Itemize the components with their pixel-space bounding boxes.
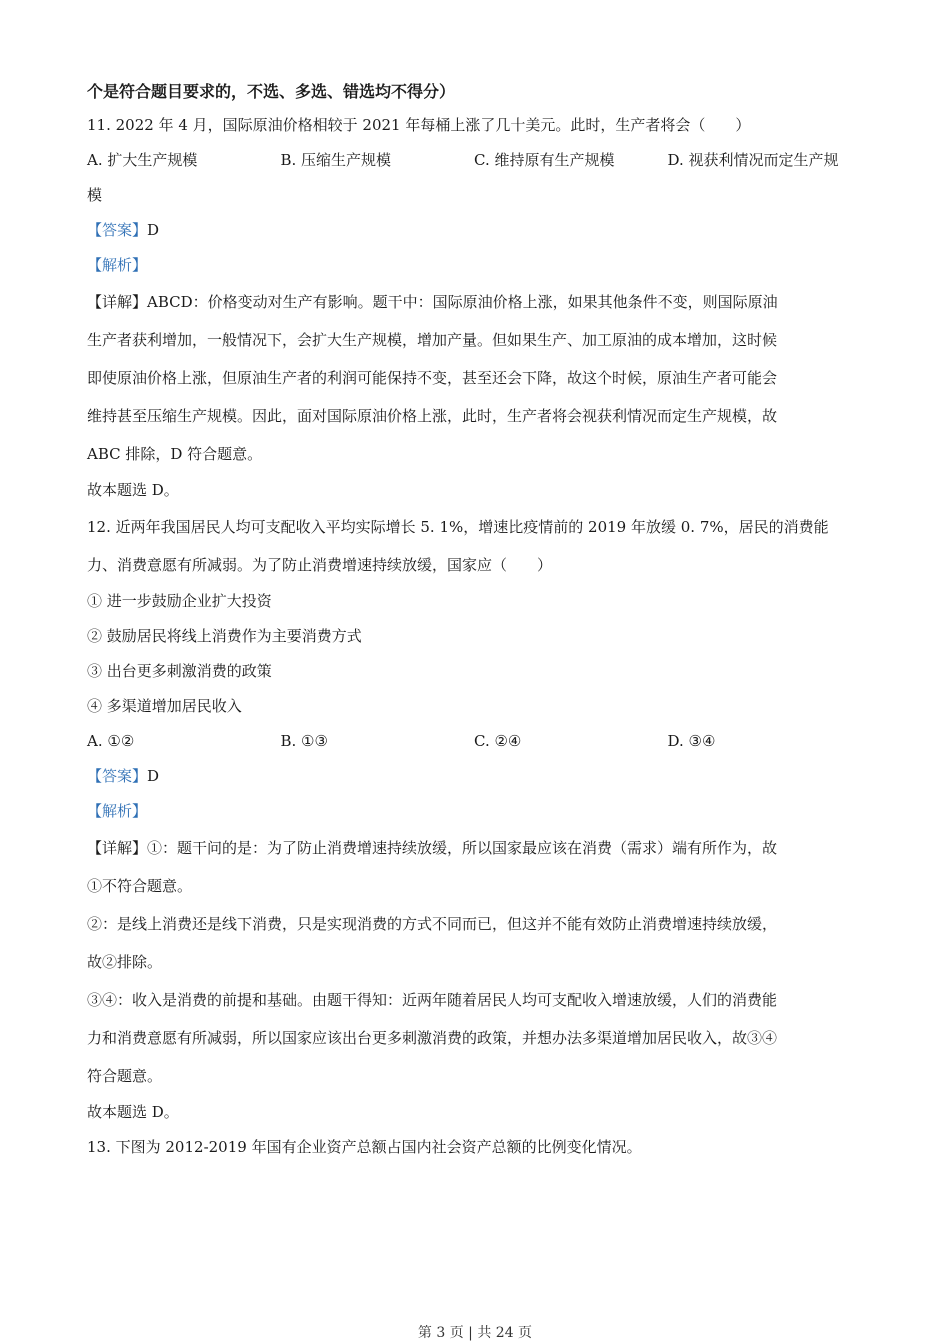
q12-detail-line: 【详解】①：题干问的是：为了防止消费增速持续放缓，所以国家最应该在消费（需求）端有所作为，故 [87, 839, 778, 857]
q11-options [87, 143, 867, 178]
q11-stem: 11. 2022 年 4 月，国际原油价格相较于 2021 年每桶上涨了几十美元。此时，生产者将会（ ） [87, 116, 751, 134]
q11-detail-line: 即使原油价格上涨，但原油生产者的利润可能保持不变，甚至还会下降，故这个时候，原油生产者可能会 [87, 369, 778, 387]
answer-tag: 【答案】 [87, 767, 148, 785]
q11-detail-line: 生产者获利增加，一般情况下，会扩大生产规模，增加产量。但如果生产、加工原油的成本增加，这时候 [87, 331, 778, 349]
q12-option-a: A. ①② [87, 732, 135, 750]
q12-stem-line: 力、消费意愿有所减弱。为了防止消费增速持续放缓，国家应（ ） [87, 556, 553, 574]
q11-detail-line: 维持甚至压缩生产规模。因此，面对国际原油价格上涨，此时，生产者将会视获利情况而定生产规模，故 [87, 407, 778, 425]
answer-tag: 【答案】 [87, 221, 148, 239]
q11-analysis-tag: 【解析】 [87, 256, 148, 274]
q12-analysis-tag: 【解析】 [87, 802, 148, 820]
q12-detail-line: 故②排除。 [87, 953, 163, 971]
q11-conclusion: 故本题选 D。 [87, 481, 179, 499]
q11-option-c: C. 维持原有生产规模 [474, 151, 615, 169]
q12-option-c: C. ②④ [474, 732, 522, 750]
q11-option-a: A. 扩大生产规模 [87, 151, 198, 169]
section-heading: 个是符合题目要求的，不选、多选、错选均不得分） [87, 82, 456, 101]
q12-statement: ④ 多渠道增加居民收入 [87, 697, 242, 715]
q12-statement: ③ 出台更多刺激消费的政策 [87, 662, 272, 680]
page-footer: 第 3 页 | 共 24 页 [417, 1325, 533, 1341]
q12-stem-line: 12. 近两年我国居民人均可支配收入平均实际增长 5. 1%，增速比疫情前的 2019 年放缓 0. 7%，居民的消费能 [87, 518, 829, 536]
q12-statement: ① 进一步鼓励企业扩大投资 [87, 592, 272, 610]
q11-option-d: D. 视获利情况而定生产规 [667, 151, 839, 169]
q12-conclusion: 故本题选 D。 [87, 1103, 179, 1121]
question-13 [87, 1130, 867, 1165]
q11-answer [87, 213, 867, 248]
q11-detail-line: 【详解】ABCD：价格变动对生产有影响。题干中：国际原油价格上涨，如果其他条件不变，则国际原油 [87, 293, 778, 311]
q12-detail-line: ①不符合题意。 [87, 877, 193, 895]
q12-statement: ② 鼓励居民将线上消费作为主要消费方式 [87, 627, 362, 645]
q11-detail-line: ABC 排除，D 符合题意。 [87, 445, 263, 463]
q12-detail-line: 力和消费意愿有所减弱，所以国家应该出台更多刺激消费的政策，并想办法多渠道增加居民收入，故③④ [87, 1029, 778, 1047]
q12-detail-line: ③④：收入是消费的前提和基础。由题干得知：近两年随着居民人均可支配收入增速放缓，人们的消费能 [87, 991, 778, 1009]
question-11 [87, 108, 867, 508]
q12-detail-line: ②：是线上消费还是线下消费，只是实现消费的方式不同而已，但这并不能有效防止消费增速持续放缓， [87, 915, 778, 933]
q11-option-wrap: 模 [87, 186, 103, 204]
q12-option-b: B. ①③ [280, 732, 328, 750]
q12-detail-line: 符合题意。 [87, 1067, 163, 1085]
answer-value: D [147, 767, 160, 785]
q11-option-b: B. 压缩生产规模 [280, 151, 392, 169]
page-content [87, 78, 867, 1165]
question-12 [87, 508, 867, 1130]
q13-stem: 13. 下图为 2012-2019 年国有企业资产总额占国内社会资产总额的比例变化情况。 [87, 1138, 642, 1156]
q12-option-d: D. ③④ [667, 732, 716, 750]
q12-options [87, 724, 867, 759]
q12-answer [87, 759, 867, 794]
answer-value: D [147, 221, 160, 239]
